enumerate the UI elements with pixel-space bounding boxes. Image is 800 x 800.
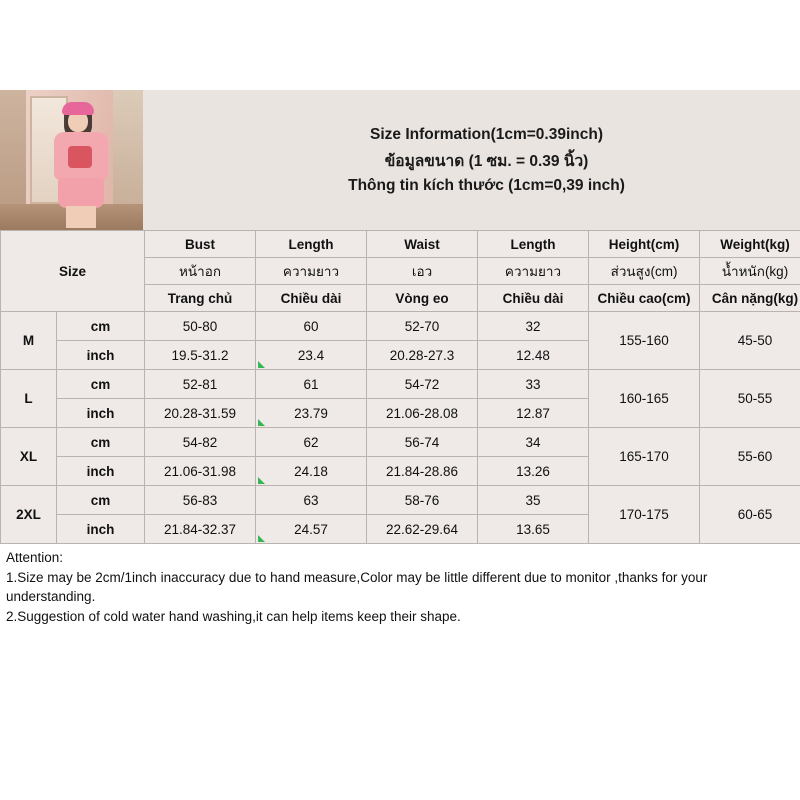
cell-bust-inch-l: 20.28-31.59 (145, 399, 256, 428)
col-header-length2-vi: Chiều dài (478, 285, 589, 312)
cell-length1-cm-l: 61 (256, 370, 367, 399)
chart-header (0, 90, 800, 230)
cell-length2-cm-2xl: 35 (478, 486, 589, 515)
title-line-th: ข้อมูลขนาด (1 ซม. = 0.39 นิ้ว) (384, 152, 589, 170)
row-size-xl: XL (1, 428, 57, 486)
col-header-height-th: ส่วนสูง(cm) (589, 258, 700, 285)
col-header-weight-vi: Cân nặng(kg) (700, 285, 800, 312)
cell-weight-2xl: 60-65 (700, 486, 800, 544)
row-unit-cm: cm (57, 312, 145, 341)
table-row (1, 370, 800, 399)
cell-height-2xl: 170-175 (589, 486, 700, 544)
model-shorts (58, 178, 104, 208)
cell-waist-cm-l: 54-72 (367, 370, 478, 399)
cell-length2-inch-l: 12.87 (478, 399, 589, 428)
cell-length1-cm-m: 60 (256, 312, 367, 341)
col-header-waist-th: เอว (367, 258, 478, 285)
row-unit-inch: inch (57, 515, 145, 544)
cell-length1-cm-2xl: 63 (256, 486, 367, 515)
cell-bust-inch-xl: 21.06-31.98 (145, 457, 256, 486)
cell-length1-inch-xl: 24.18 (256, 457, 367, 486)
cell-length1-inch-l: 23.79 (256, 399, 367, 428)
cell-waist-cm-m: 52-70 (367, 312, 478, 341)
row-size-m: M (1, 312, 57, 370)
cell-length2-inch-xl: 13.26 (478, 457, 589, 486)
cell-length2-inch-m: 12.48 (478, 341, 589, 370)
col-header-length2-th: ความยาว (478, 258, 589, 285)
attention-title: Attention: (6, 550, 64, 565)
col-header-waist-vi: Vòng eo (367, 285, 478, 312)
col-header-length1-vi: Chiều dài (256, 285, 367, 312)
cell-waist-cm-2xl: 58-76 (367, 486, 478, 515)
cell-bust-inch-2xl: 21.84-32.37 (145, 515, 256, 544)
row-unit-inch: inch (57, 341, 145, 370)
model-print-graphic (68, 146, 92, 168)
table-row (1, 486, 800, 515)
row-unit-inch: inch (57, 399, 145, 428)
col-header-bust-vi: Trang chủ (145, 285, 256, 312)
product-photo (0, 90, 143, 230)
row-unit-cm: cm (57, 428, 145, 457)
cell-weight-l: 50-55 (700, 370, 800, 428)
col-header-weight-en: Weight(kg) (700, 231, 800, 258)
row-size-l: L (1, 370, 57, 428)
row-unit-inch: inch (57, 457, 145, 486)
cell-bust-cm-xl: 54-82 (145, 428, 256, 457)
table-row (1, 428, 800, 457)
attention-line-1-cont: understanding. (6, 589, 96, 605)
cell-length2-cm-m: 32 (478, 312, 589, 341)
row-size-2xl: 2XL (1, 486, 57, 544)
col-header-waist-en: Waist (367, 231, 478, 258)
col-header-length1-en: Length (256, 231, 367, 258)
cell-length1-inch-m: 23.4 (256, 341, 367, 370)
col-header-length1-th: ความยาว (256, 258, 367, 285)
cell-waist-inch-m: 20.28-27.3 (367, 341, 478, 370)
cell-height-m: 155-160 (589, 312, 700, 370)
model-hat (62, 102, 94, 115)
cell-length2-inch-2xl: 13.65 (478, 515, 589, 544)
size-header-label: Size (1, 231, 145, 312)
cell-bust-cm-2xl: 56-83 (145, 486, 256, 515)
col-header-bust-en: Bust (145, 231, 256, 258)
cell-height-xl: 165-170 (589, 428, 700, 486)
col-header-height-en: Height(cm) (589, 231, 700, 258)
cell-waist-inch-l: 21.06-28.08 (367, 399, 478, 428)
cell-weight-m: 45-50 (700, 312, 800, 370)
cell-bust-inch-m: 19.5-31.2 (145, 341, 256, 370)
cell-weight-xl: 55-60 (700, 428, 800, 486)
attention-line-2: 2.Suggestion of cold water hand washing,it can help items keep their shape. (6, 608, 461, 624)
cell-waist-inch-2xl: 22.62-29.64 (367, 515, 478, 544)
cell-length2-cm-l: 33 (478, 370, 589, 399)
title-line-vi: Thông tin kích thước (1cm=0,39 inch) (348, 176, 625, 194)
table-row (1, 312, 800, 341)
row-unit-cm: cm (57, 370, 145, 399)
header-row-en (1, 231, 800, 258)
model-legs (66, 206, 96, 228)
row-unit-cm: cm (57, 486, 145, 515)
cell-waist-inch-xl: 21.84-28.86 (367, 457, 478, 486)
col-header-length2-en: Length (478, 231, 589, 258)
chart-title-block (143, 90, 800, 230)
cell-height-l: 160-165 (589, 370, 700, 428)
col-header-weight-th: น้ำหนัก(kg) (700, 258, 800, 285)
attention-block (0, 544, 800, 634)
cell-length2-cm-xl: 34 (478, 428, 589, 457)
col-header-bust-th: หน้าอก (145, 258, 256, 285)
attention-line-1: 1.Size may be 2cm/1inch inaccuracy due to hand measure,Color may be little different due to monitor ,thanks for your (6, 569, 708, 585)
col-header-height-vi: Chiều cao(cm) (589, 285, 700, 312)
cell-length1-cm-xl: 62 (256, 428, 367, 457)
size-table (0, 230, 800, 544)
cell-bust-cm-l: 52-81 (145, 370, 256, 399)
cell-length1-inch-2xl: 24.57 (256, 515, 367, 544)
size-chart (0, 90, 800, 634)
title-line-en: Size Information(1cm=0.39inch) (370, 125, 603, 143)
cell-bust-cm-m: 50-80 (145, 312, 256, 341)
cell-waist-cm-xl: 56-74 (367, 428, 478, 457)
